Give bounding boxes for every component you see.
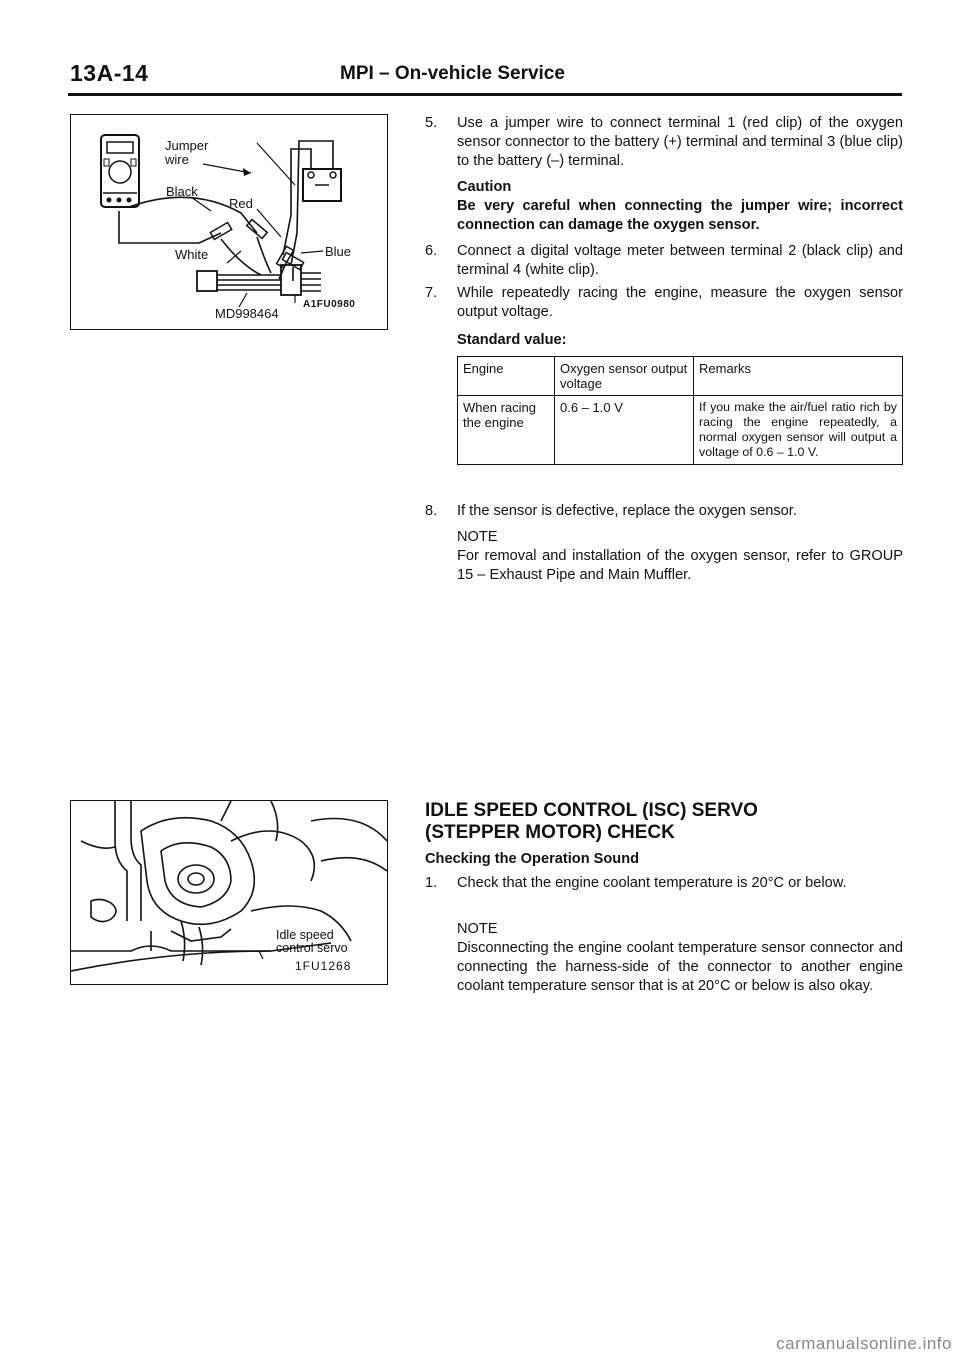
label-tool-number: MD998464	[215, 306, 279, 321]
engine-illustration	[71, 801, 387, 984]
table-header-cell: Remarks	[694, 357, 903, 396]
isc-servo-check-section	[425, 800, 903, 1020]
label-idle-speed-control-servo: Idle speed control servo	[276, 928, 348, 955]
note-text: Disconnecting the engine coolant temperature sensor connector and connecting the harness-side of the connector to another engine coolant temperature sensor that is at 20°C or below is also okay.	[457, 940, 903, 994]
standard-value-label: Standard value:	[457, 332, 567, 348]
note-title: NOTE	[457, 921, 498, 937]
step-8: 8. If the sensor is defective, replace the oxygen sensor.	[425, 503, 797, 519]
wiring-diagram	[71, 115, 387, 329]
header-rule	[68, 93, 902, 96]
isc-servo-figure	[70, 800, 388, 985]
label-black: Black	[166, 184, 198, 199]
table-header-cell: Engine	[458, 357, 555, 396]
subheading-operation-sound: Checking the Operation Sound	[425, 851, 640, 867]
label-white: White	[175, 247, 209, 262]
oxygen-sensor-procedure	[425, 114, 903, 614]
step-7: 7. While repeatedly racing the engine, measure the oxygen sensor output voltage.	[425, 285, 903, 320]
standard-value-table	[457, 356, 903, 465]
section-heading: IDLE SPEED CONTROL (ISC) SERVO (STEPPER MOTOR) CHECK	[425, 800, 758, 843]
label-red: Red	[229, 196, 253, 211]
table-cell: 0.6 – 1.0 V	[555, 396, 694, 465]
watermark: carmanualsonline.info	[776, 1334, 952, 1353]
table-header-row	[458, 357, 903, 396]
step-6: 6. Connect a digital voltage meter between terminal 2 (black clip) and terminal 4 (white clip).	[425, 243, 903, 278]
note-text: For removal and installation of the oxygen sensor, refer to GROUP 15 – Exhaust Pipe and Main Muffler.	[457, 548, 903, 583]
section-title: MPI – On-vehicle Service	[340, 63, 565, 84]
label-jumper-wire: Jumper wire	[165, 138, 209, 167]
caution-text: Be very careful when connecting the jumper wire; incorrect connection can damage the oxygen sensor.	[457, 198, 903, 233]
figure-code: A1FU0980	[303, 299, 356, 310]
oxygen-sensor-wiring-figure	[70, 114, 388, 330]
figure-code: 1FU1268	[295, 959, 352, 973]
page-header	[70, 60, 900, 94]
page-number: 13A-14	[70, 60, 149, 86]
note-title: NOTE	[457, 529, 498, 545]
table-cell: If you make the air/fuel ratio rich by racing the engine repeatedly, a normal oxygen sensor will output a voltage of 0.6 – 1.0 V.	[694, 396, 903, 465]
table-row	[458, 396, 903, 465]
step-1: 1. Check that the engine coolant temperature is 20°C or below.	[425, 875, 847, 891]
table-header-cell: Oxygen sensor output voltage	[555, 357, 694, 396]
caution-title: Caution	[457, 179, 512, 195]
step-5: 5. Use a jumper wire to connect terminal 1 (red clip) of the oxygen sensor connector to the battery (+) terminal and terminal 3 (blue clip) to the battery (–) terminal.	[425, 115, 903, 169]
label-blue: Blue	[325, 244, 352, 259]
table-cell: When racing the engine	[458, 396, 555, 465]
